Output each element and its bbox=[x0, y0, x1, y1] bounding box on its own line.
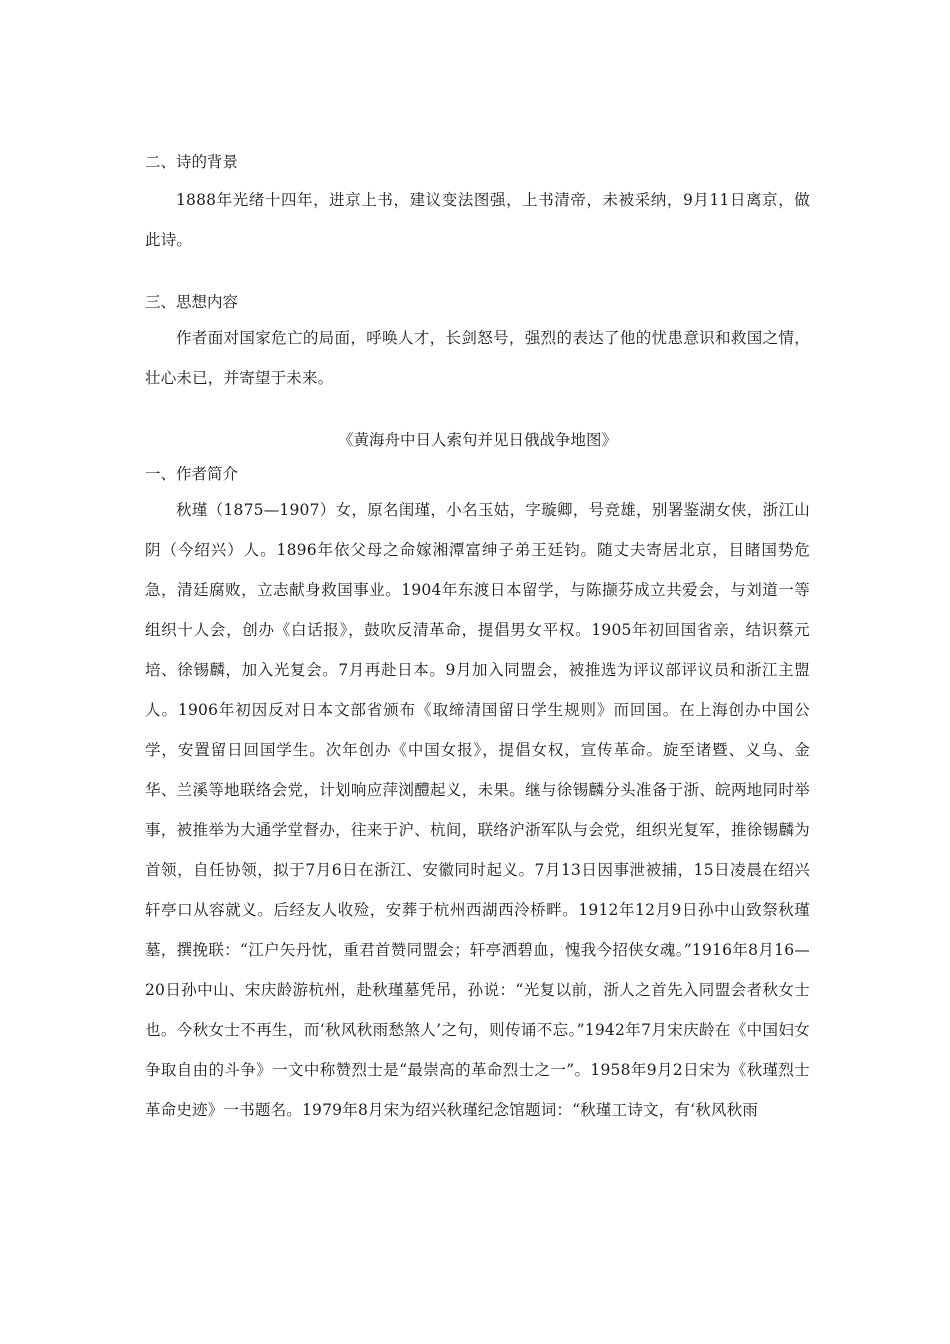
paragraph-author-biography: 秋瑾（1875—1907）女，原名闺瑾，小名玉姑，字璇卿，号竞雄，别署鉴湖女侠，浙江山阴（今绍兴）人。1896年依父母之命嫁湘潭富绅子弟王廷钧。随丈夫寄居北京，目睹国势危急，清廷腐败，立志献身救国事业。1904年东渡日本留学，与陈撷芬成立共爱会，与刘道一等组织十人会，创办《白话报》，鼓吹反清革命，提倡男女平权。1905年初回国省亲，结识蔡元培、徐锡麟，加入光复会。7月再赴日本。9月加入同盟会，被推选为评议部评议员和浙江主盟人。1906年初因反对日本文部省颁布《取缔清国留日学生规则》而回国。在上海创办中国公学，安置留日回国学生。次年创办《中国女报》，提倡女权，宣传革命。旋至诸暨、义乌、金华、兰溪等地联络会党，计划响应萍浏醴起义，未果。继与徐锡麟分头准备于浙、皖两地同时举事，被推举为大通学堂督办，往来于沪、杭间，联络沪浙军队与会党，组织光复军，推徐锡麟为首领，自任协领，拟于7月6日在浙江、安徽同时起义。7月13日因事泄被捕，15日凌晨在绍兴轩亭口从容就义。后经友人收殓，安葬于杭州西湖西泠桥畔。1912年12月9日孙中山致祭秋瑾墓，撰挽联：“江户矢丹忱，重君首赞同盟会；轩亭洒碧血，愧我今招侠女魂。”1916年8月16—20日孙中山、宋庆龄游杭州，赴秋瑾墓凭吊，孙说：“光复以前，浙人之首先入同盟会者秋女士也。今秋女士不再生，而‘秋风秋雨愁煞人’之句，则传诵不忘。”1942年7月宋庆龄在《中国妇女争取自由的斗争》一文中称赞烈士是“最崇高的革命烈士之一”。1958年9月2日宋为《秋瑾烈士革命史迹》一书题名。1979年8月宋为绍兴秋瑾纪念馆题词：“秋瑾工诗文，有‘秋风秋雨 bbox=[145, 501, 810, 1119]
section-body-author-intro bbox=[145, 490, 810, 1130]
section-heading-thought-content: 三、思想内容 bbox=[145, 293, 239, 311]
section-body-poem-background bbox=[145, 180, 810, 260]
section-heading-author-intro: 一、作者简介 bbox=[145, 465, 239, 483]
paragraph-poem-background: 1888年光绪十四年，进京上书，建议变法图强，上书清帝，未被采纳，9月11日离京，做此诗。 bbox=[145, 191, 810, 249]
section-body-thought-content bbox=[145, 318, 810, 398]
paragraph-thought-content: 作者面对国家危亡的局面，呼唤人才，长剑怒号，强烈的表达了他的忧患意识和救国之情，壮心未已，并寄望于未来。 bbox=[145, 329, 810, 387]
poem-title: 《黄海舟中日人索句并见日俄战争地图》 bbox=[337, 431, 617, 449]
section-heading-poem-background: 二、诗的背景 bbox=[145, 153, 239, 171]
